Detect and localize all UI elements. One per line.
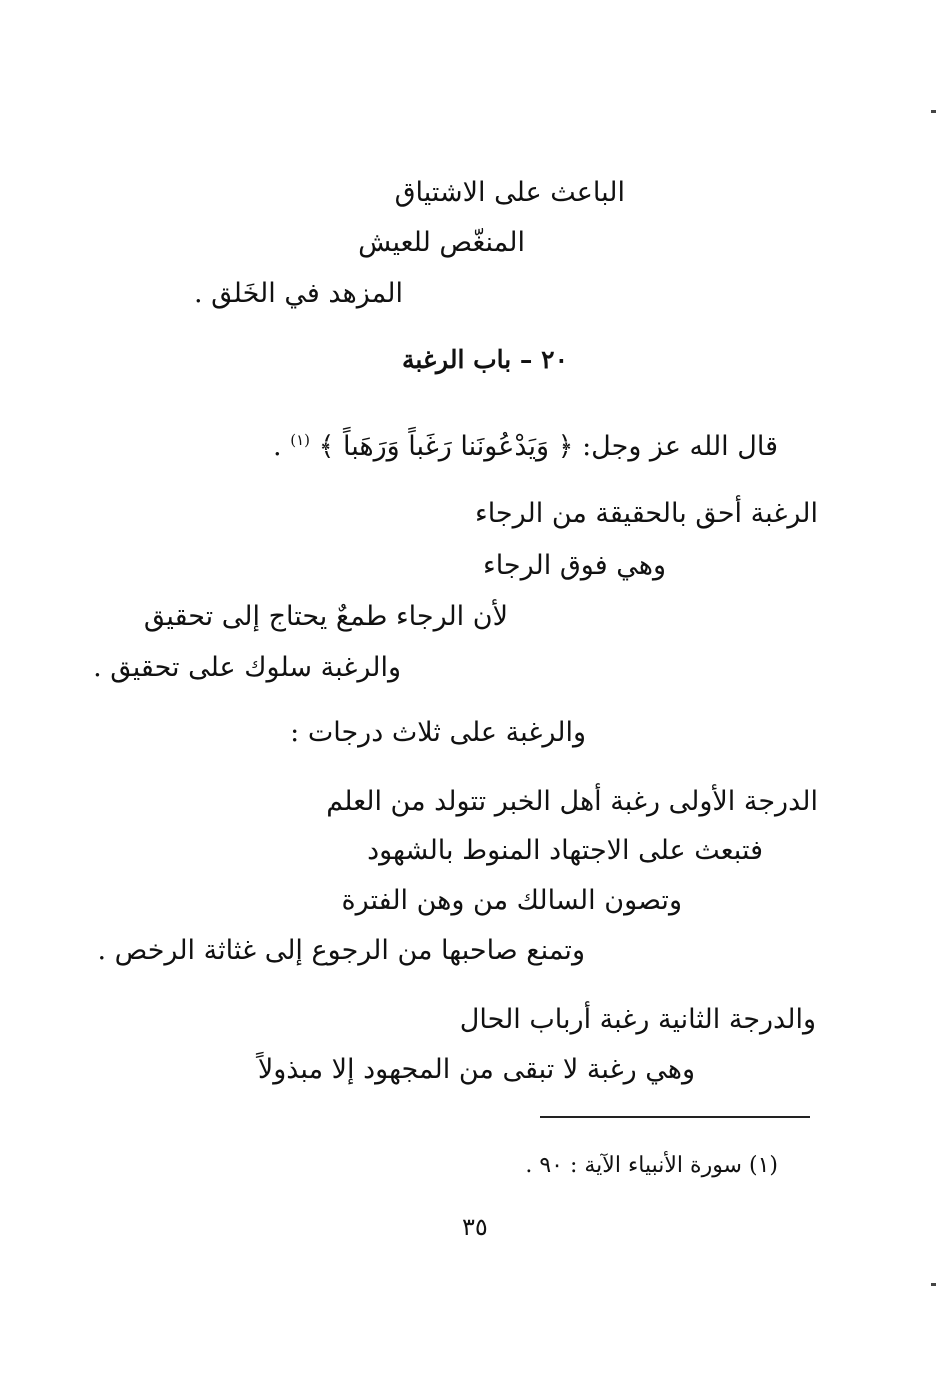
degrees-intro: والرغبة على ثلاث درجات :	[290, 717, 586, 748]
margin-mark-bottom	[931, 1283, 936, 1286]
footnote-separator	[540, 1116, 810, 1118]
definition-line-3: لأن الرجاء طمعٌ يحتاج إلى تحقيق	[143, 601, 508, 632]
footnote-1: (١) سورة الأنبياء الآية : ٩٠ .	[525, 1153, 778, 1178]
degree1-line-4: وتمنع صاحبها من الرجوع إلى غثاثة الرخص .	[97, 935, 585, 966]
intro-line-3: المزهد في الخَلق .	[194, 278, 403, 309]
degree1-line-1: الدرجة الأولى رغبة أهل الخبر تتولد من العلم	[326, 786, 818, 817]
quran-verse: ﴿ وَيَدْعُونَنا رَغَباً وَرَهَباً ﴾	[318, 431, 574, 462]
page-number: ٣٥	[462, 1213, 488, 1241]
definition-line-4: والرغبة سلوك على تحقيق .	[93, 652, 401, 683]
chapter-heading: ٢٠ – باب الرغبة	[402, 345, 568, 374]
footnote-reference: (١)	[290, 431, 311, 449]
degree2-line-1: والدرجة الثانية رغبة أرباب الحال	[459, 1004, 816, 1035]
quran-end: .	[273, 431, 282, 462]
degree1-line-3: وتصون السالك من وهن الفترة	[341, 885, 682, 916]
degree1-line-2: فتبعث على الاجتهاد المنوط بالشهود	[367, 835, 763, 866]
quran-line	[273, 420, 778, 467]
degree2-line-2: وهي رغبة لا تبقى من المجهود إلا مبذولاً	[257, 1054, 695, 1085]
definition-line-1: الرغبة أحق بالحقيقة من الرجاء	[475, 498, 818, 529]
quran-prefix: قال الله عز وجل:	[582, 431, 778, 462]
intro-line-1: الباعث على الاشتياق	[394, 177, 625, 208]
intro-line-2: المنغّص للعيش	[358, 227, 525, 258]
definition-line-2: وهي فوق الرجاء	[483, 550, 666, 581]
margin-mark-top	[931, 110, 936, 113]
